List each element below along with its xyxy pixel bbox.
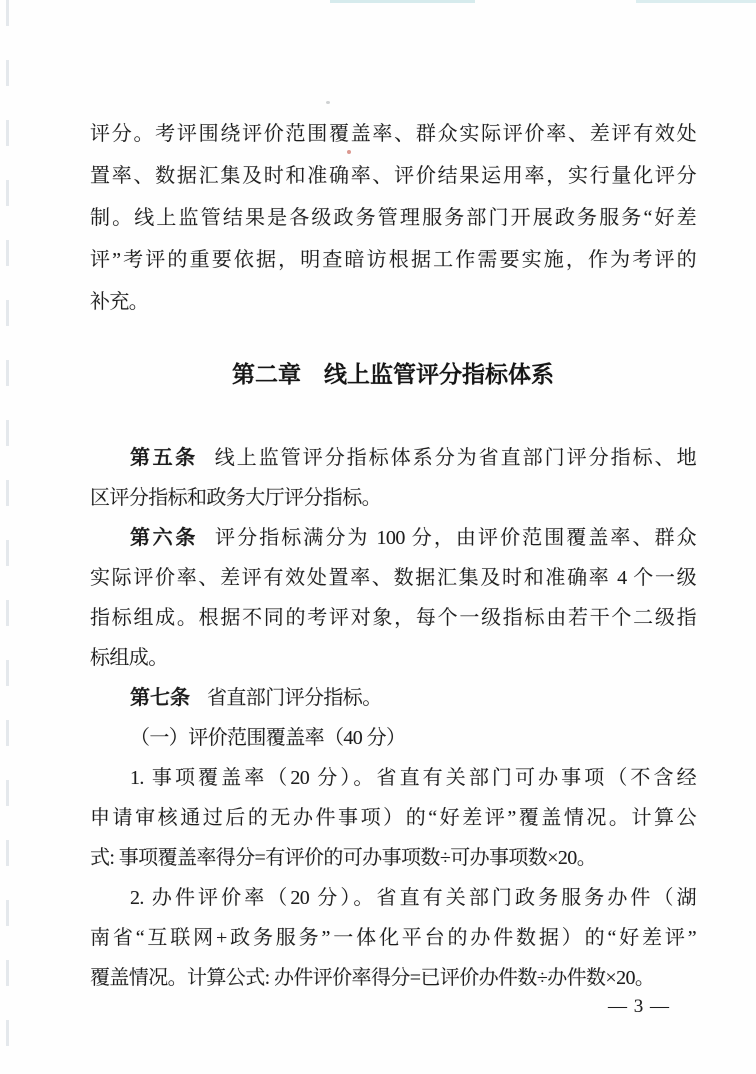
text-line: 覆盖情况。计算公式: 办件评价率得分=已评价办件数÷办件数×20。 [90, 967, 655, 989]
paragraph-item-2 [90, 878, 696, 998]
text-line: （一）评价范围覆盖率（40 分） [130, 727, 406, 749]
article-text: 线上监管评分指标体系分为省直部门评分指标、地 [214, 447, 696, 469]
text-line: 申请审核通过后的无办件事项）的“好差评”覆盖情况。计算公 [90, 807, 696, 829]
text-line: 评分。考评围绕评价范围覆盖率、群众实际评价率、差评有效处 [90, 123, 696, 145]
text-line [90, 678, 696, 718]
text-line: 评”考评的重要依据，明查暗访根据工作需要实施，作为考评的 [90, 249, 696, 271]
article-text: 省直部门评分指标。 [207, 687, 382, 709]
text-line: 置率、数据汇集及时和准确率、评价结果运用率，实行量化评分 [90, 165, 696, 187]
document-body [90, 113, 696, 998]
text-line: 补充。 [90, 291, 149, 313]
text-line: 南省“互联网+政务服务”一体化平台的办件数据）的“好差评” [90, 927, 696, 949]
scan-edge-artifact-top-right [636, 0, 756, 3]
paragraph-item-1 [90, 758, 696, 878]
article-text: 评分指标满分为 100 分，由评价范围覆盖率、群众 [215, 527, 696, 549]
paragraph-article-7 [90, 678, 696, 718]
article-number-bold: 第五条 [130, 447, 198, 469]
text-line: 指标组成。根据不同的考评对象，每个一级指标由若干个二级指 [90, 607, 696, 629]
text-line [90, 438, 696, 478]
text-line: 区评分指标和政务大厅评分指标。 [90, 487, 381, 509]
text-line: 1. 事项覆盖率（20 分）。省直有关部门可办事项（不含经 [130, 767, 696, 789]
chapter-heading: 第二章 线上监管评分指标体系 [232, 361, 554, 387]
section-articles [90, 438, 696, 998]
item-heading-one [90, 718, 696, 758]
text-line [90, 518, 696, 558]
scan-speck-gray [326, 101, 330, 104]
scan-edge-artifact-left [6, 0, 9, 1074]
article-number-bold: 第六条 [130, 527, 198, 549]
text-line: 2. 办件评价率（20 分）。省直有关部门政务服务办件（湖 [130, 887, 696, 909]
page-number: — 3 — [608, 996, 670, 1017]
text-line: 实际评价率、差评有效处置率、数据汇集及时和准确率 4 个一级 [90, 567, 696, 589]
text-line: 制。线上监管结果是各级政务管理服务部门开展政务服务“好差 [90, 207, 696, 229]
paragraph-continuation [90, 113, 696, 323]
paragraph-article-5 [90, 438, 696, 518]
article-number-bold: 第七条 [130, 687, 190, 709]
text-line: 式: 事项覆盖率得分=有评价的可办事项数÷可办事项数×20。 [90, 847, 597, 869]
paragraph-article-6 [90, 518, 696, 678]
text-line: 标组成。 [90, 647, 168, 669]
scan-edge-artifact-top [330, 0, 475, 3]
